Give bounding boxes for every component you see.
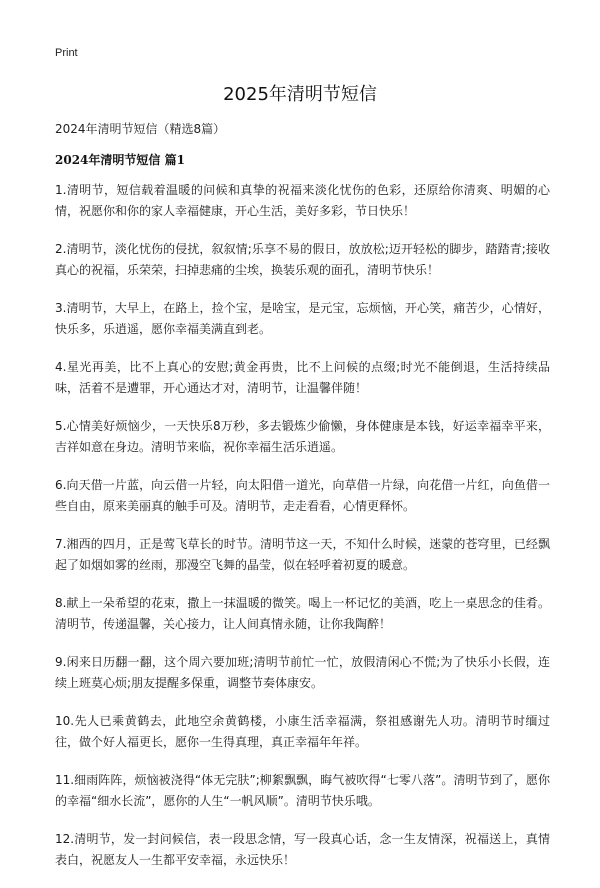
section-heading: 2024年清明节短信 篇1 — [55, 153, 185, 167]
paragraph-8: 8.献上一朵希望的花束，撒上一抹温暖的微笑。喝上一杯记忆的美酒，吃上一桌思念的佳肴。清明节，传递温馨，关心接力，让人间真情永随，让你我陶醉！ — [55, 596, 550, 631]
paragraph-1: 1.清明节，短信载着温暖的问候和真挚的祝福来淡化忧伤的色彩，还原给你清爽、明媚的心情，祝愿你和你的家人幸福健康，开心生活，美好多彩，节日快乐！ — [55, 183, 550, 218]
paragraph-5: 5.心情美好烦恼少，一天快乐8万秒，多去锻炼少偷懒，身体健康是本钱，好运幸福幸平来，吉祥如意在身边。清明节来临，祝你幸福生活乐逍遥。 — [55, 419, 550, 454]
paragraph-9: 9.闲来日历翻一翻，这个周六要加班;清明节前忙一忙，放假清闲心不慌;为了快乐小长假，连续上班莫心烦;朋友提醒多保重，调整节奏体康安。 — [55, 655, 550, 690]
paragraph-11: 11.细雨阵阵，烦恼被浇得“体无完肤”;柳絮飘飘，晦气被吹得“七零八落”。清明节到了，愿你的幸福“细水长流”，愿你的人生“一帆风顺”。清明节快乐哦。 — [55, 773, 550, 808]
paragraph-12: 12.清明节，发一封问候信，表一段思念情，写一段真心话，念一生友情深，祝福送上，真情表白，祝愿友人一生都平安幸福，永远快乐！ — [55, 832, 550, 867]
print-link[interactable]: Print — [55, 47, 78, 59]
paragraph-3: 3.清明节，大早上，在路上，捡个宝，是啥宝，是元宝，忘烦恼，开心笑，痛苦少，心情好，快乐多，乐逍遥，愿你幸福美满直到老。 — [55, 301, 550, 336]
paragraph-4: 4.星光再美，比不上真心的安慰;黄金再贵，比不上问候的点缀;时光不能倒退，生活持续品味，活着不是遭罪，开心通达才对，清明节，让温馨伴随！ — [55, 360, 550, 395]
paragraph-7: 7.湘西的四月，正是莺飞草长的时节。清明节这一天，不知什么时候，迷蒙的苍穹里，已经飘起了如烟如雾的丝雨，那漫空飞舞的晶莹，似在轻呼着初夏的暖意。 — [55, 537, 550, 572]
paragraph-2: 2.清明节，淡化忧伤的侵扰，叙叙情;乐享不易的假日，放放松;迈开轻松的脚步，踏踏青;接收真心的祝福，乐荣荣，扫掉悲痛的尘埃，换装乐观的面孔，清明节快乐！ — [55, 242, 550, 277]
page-title: 2025年清明节短信 — [223, 84, 377, 105]
document-subtitle: 2024年清明节短信（精选8篇） — [55, 122, 226, 136]
paragraph-10: 10.先人已乘黄鹤去，此地空余黄鹤楼，小康生活幸福满，祭祖感谢先人功。清明节时缅过往，做个好人福更长，愿你一生得真理，真正幸福年年祥。 — [55, 714, 550, 749]
paragraph-6: 6.向天借一片蓝，向云借一片轻，向太阳借一道光，向草借一片绿，向花借一片红，向鱼借一些自由，原来美丽真的触手可及。清明节，走走看看，心情更释怀。 — [55, 478, 550, 513]
paragraph-list — [55, 180, 550, 888]
